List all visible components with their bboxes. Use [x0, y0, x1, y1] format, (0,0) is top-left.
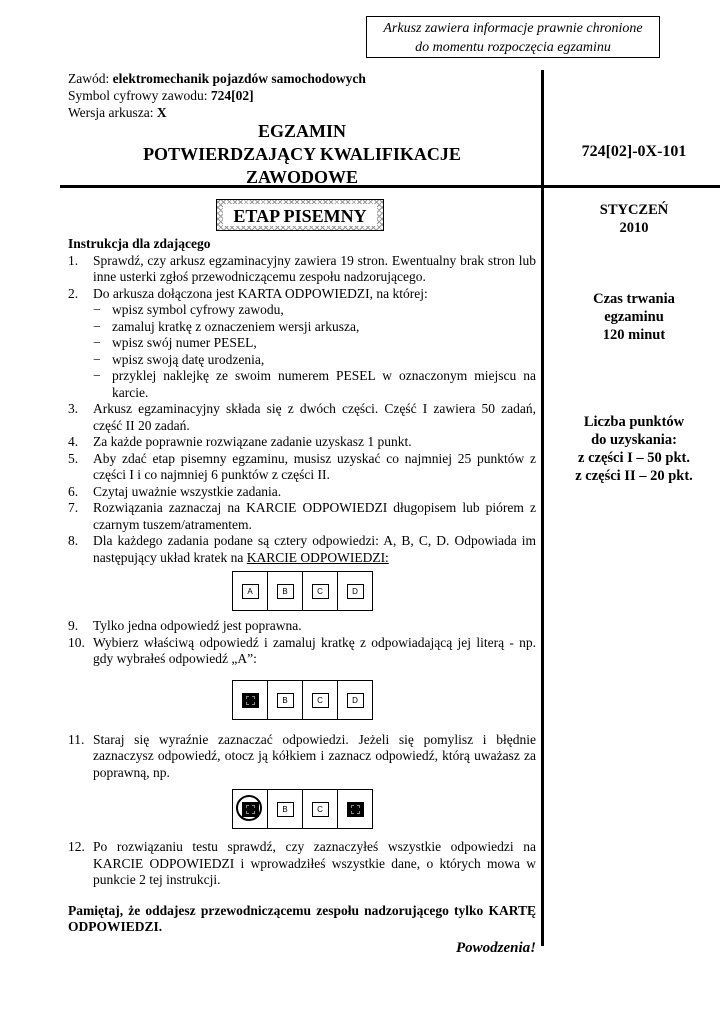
instruction-item [68, 618, 536, 635]
dash: − [93, 318, 101, 334]
instruction-item [68, 533, 536, 566]
correction-circle-icon [236, 795, 262, 821]
sub-item [68, 368, 536, 401]
item-number: 11. [68, 731, 85, 747]
instructions [68, 236, 536, 956]
instruction-item [68, 635, 536, 668]
box-b: B [277, 584, 294, 599]
sub-item [68, 319, 536, 336]
version-label: Wersja arkusza: [68, 105, 154, 120]
item-number: 2. [68, 285, 79, 301]
dash: − [93, 335, 101, 350]
sub-item-text: wpisz swoją datę urodzenia, [112, 351, 265, 367]
points-line-2: do uzyskania: [591, 432, 677, 448]
title-line-3: ZAWODOWE [245, 167, 359, 187]
symbol-label: Symbol cyfrowy zawodu: [68, 88, 208, 103]
item-text: Sprawdź, czy arkusz egzaminacyjny zawiera 19 stron. Ewentualny brak stron lub inne usterki zgłoś przewodniczącemu zespołu nadzorującego. [93, 252, 536, 284]
exam-title [68, 120, 536, 189]
duration-line-2: egzaminu [604, 309, 664, 325]
box-a: A [242, 584, 259, 599]
item-number: 9. [68, 618, 79, 633]
item-text: Po rozwiązaniu testu sprawdź, czy zaznaczyłeś wszystkie odpowiedzi na KARCIE ODPOWIEDZI i wprowadziłeś wszystkie dane, o których mowa w punkcie 2 tej instrukcji. [93, 839, 536, 887]
symbol-value: 724[02] [210, 88, 254, 103]
instruction-item [68, 484, 536, 501]
exam-points [548, 413, 720, 485]
instruction-item [68, 434, 536, 451]
exam-month: STYCZEŃ [599, 202, 669, 218]
instruction-item [68, 253, 536, 286]
sub-item [68, 302, 536, 319]
sub-item [68, 352, 536, 369]
item-text: Arkusz egzaminacyjny składa się z dwóch części. Część I zawiera 50 zadań, część II 20 zadań. [93, 401, 536, 433]
item-number: 6. [68, 483, 79, 499]
title-line-1: EGZAMIN [257, 121, 346, 141]
answer-cell [303, 572, 338, 610]
answer-cell [338, 572, 372, 610]
answer-cell [303, 681, 338, 719]
item-text [93, 533, 536, 566]
instruction-item [68, 401, 536, 434]
item-text: Rozwiązania zaznaczaj na KARCIE ODPOWIEDZI długopisem lub piórem z czarnym tuszem/atramentem. [93, 500, 536, 532]
answer-cell [268, 790, 303, 828]
instructions-heading: Instrukcja dla zdającego [68, 236, 211, 251]
instruction-item [68, 286, 536, 303]
answer-grid-correction-example [68, 789, 536, 829]
stage-banner [216, 199, 384, 231]
item-number: 10. [68, 634, 85, 650]
item-text: Czytaj uważnie wszystkie zadania. [93, 483, 282, 499]
box-c: C [312, 802, 329, 817]
answer-cell [268, 681, 303, 719]
sub-item-text: przyklej naklejkę ze swoim numerem PESEL w oznaczonym miejscu na karcie. [112, 368, 536, 400]
profession-label: Zawód: [68, 71, 110, 86]
item-number: 3. [68, 401, 79, 416]
item-text: Staraj się wyraźnie zaznaczać odpowiedzi. Jeżeli się pomylisz i błędnie zaznaczysz odpowiedź, otocz ją kółkiem i zaznacz odpowiedź, którą uważasz za poprawną, np. [93, 731, 536, 780]
box-a-filled [242, 693, 259, 708]
dash: − [93, 351, 101, 367]
answer-cell [338, 681, 372, 719]
item-number: 12. [68, 839, 85, 854]
answer-cell [233, 790, 268, 828]
box-b: B [277, 802, 294, 817]
box-c: C [312, 584, 329, 599]
answer-grid-filled-example [68, 680, 536, 720]
item-text: Za każde poprawnie rozwiązane zadanie uzyskasz 1 punkt. [93, 434, 412, 449]
item-text: Aby zdać etap pisemny egzaminu, musisz uzyskać co najmniej 25 punktów z części I i co najmniej 6 punktów z części II. [93, 450, 536, 482]
sheet-code: 724[02]-0X-101 [581, 143, 687, 160]
box-c: C [312, 693, 329, 708]
vertical-divider [541, 70, 544, 946]
answer-cell [338, 790, 372, 828]
dash: − [93, 368, 101, 383]
sub-item-text: wpisz swój numer PESEL, [112, 335, 257, 350]
item-text: Wybierz właściwą odpowiedź i zamaluj kratkę z odpowiadającą jej literą - np. gdy wybrałeś odpowiedź „A”: [93, 634, 536, 666]
item-number: 1. [68, 252, 79, 268]
sub-item [68, 335, 536, 352]
item-text-part: Dla każdego zadania podane są cztery odpowiedzi: A, B, C, D. Odpowiada im następujący układ kratek na [93, 533, 536, 565]
sub-item-text: wpisz symbol cyfrowy zawodu, [112, 302, 284, 317]
box-d-filled [347, 802, 364, 817]
item-text: Do arkusza dołączona jest KARTA ODPOWIEDZI, na której: [93, 285, 428, 301]
points-line-1: Liczba punktów [583, 414, 685, 430]
exam-meta [68, 70, 366, 121]
good-luck: Powodzenia! [455, 939, 536, 956]
dash: − [93, 302, 101, 317]
notice-line-1: Arkusz zawiera informacje prawnie chronione [383, 21, 643, 36]
answer-cell [233, 572, 268, 610]
answer-card-underlined: KARCIE ODPOWIEDZI: [246, 549, 389, 565]
points-line-3: z części I – 50 pkt. [578, 450, 690, 466]
version-value: X [156, 105, 167, 120]
duration-line-1: Czas trwania [593, 291, 675, 307]
profession-value: elektromechanik pojazdów samochodowych [112, 71, 366, 86]
answer-cell [303, 790, 338, 828]
instruction-item [68, 451, 536, 484]
instruction-item [68, 500, 536, 533]
item-number: 8. [68, 533, 79, 548]
instruction-item [68, 732, 536, 782]
answer-grid-example [68, 571, 536, 611]
exam-date [548, 201, 720, 237]
box-d: D [347, 693, 364, 708]
exam-year: 2010 [619, 220, 649, 236]
item-number: 4. [68, 434, 79, 449]
exam-duration [548, 290, 720, 344]
confidential-notice [366, 16, 660, 58]
item-number: 7. [68, 500, 79, 515]
answer-cell [268, 572, 303, 610]
item-text: Tylko jedna odpowiedź jest poprawna. [93, 618, 302, 633]
points-line-4: z części II – 20 pkt. [575, 468, 693, 484]
answer-cell [233, 681, 268, 719]
notice-line-2: do momentu rozpoczęcia egzaminu [415, 40, 611, 55]
box-b: B [277, 693, 294, 708]
instruction-item [68, 839, 536, 889]
duration-line-3: 120 minut [602, 327, 666, 343]
title-line-2: POTWIERDZAJĄCY KWALIFIKACJE [143, 144, 461, 164]
item-number: 5. [68, 450, 79, 466]
stage-label: ETAP PISEMNY [223, 204, 377, 226]
final-note: Pamiętaj, że oddajesz przewodniczącemu zespołu nadzorującego tylko KARTĘ ODPOWIEDZI. [68, 902, 536, 934]
sub-item-text: zamaluj kratkę z oznaczeniem wersji arkusza, [112, 318, 360, 334]
box-d: D [347, 584, 364, 599]
